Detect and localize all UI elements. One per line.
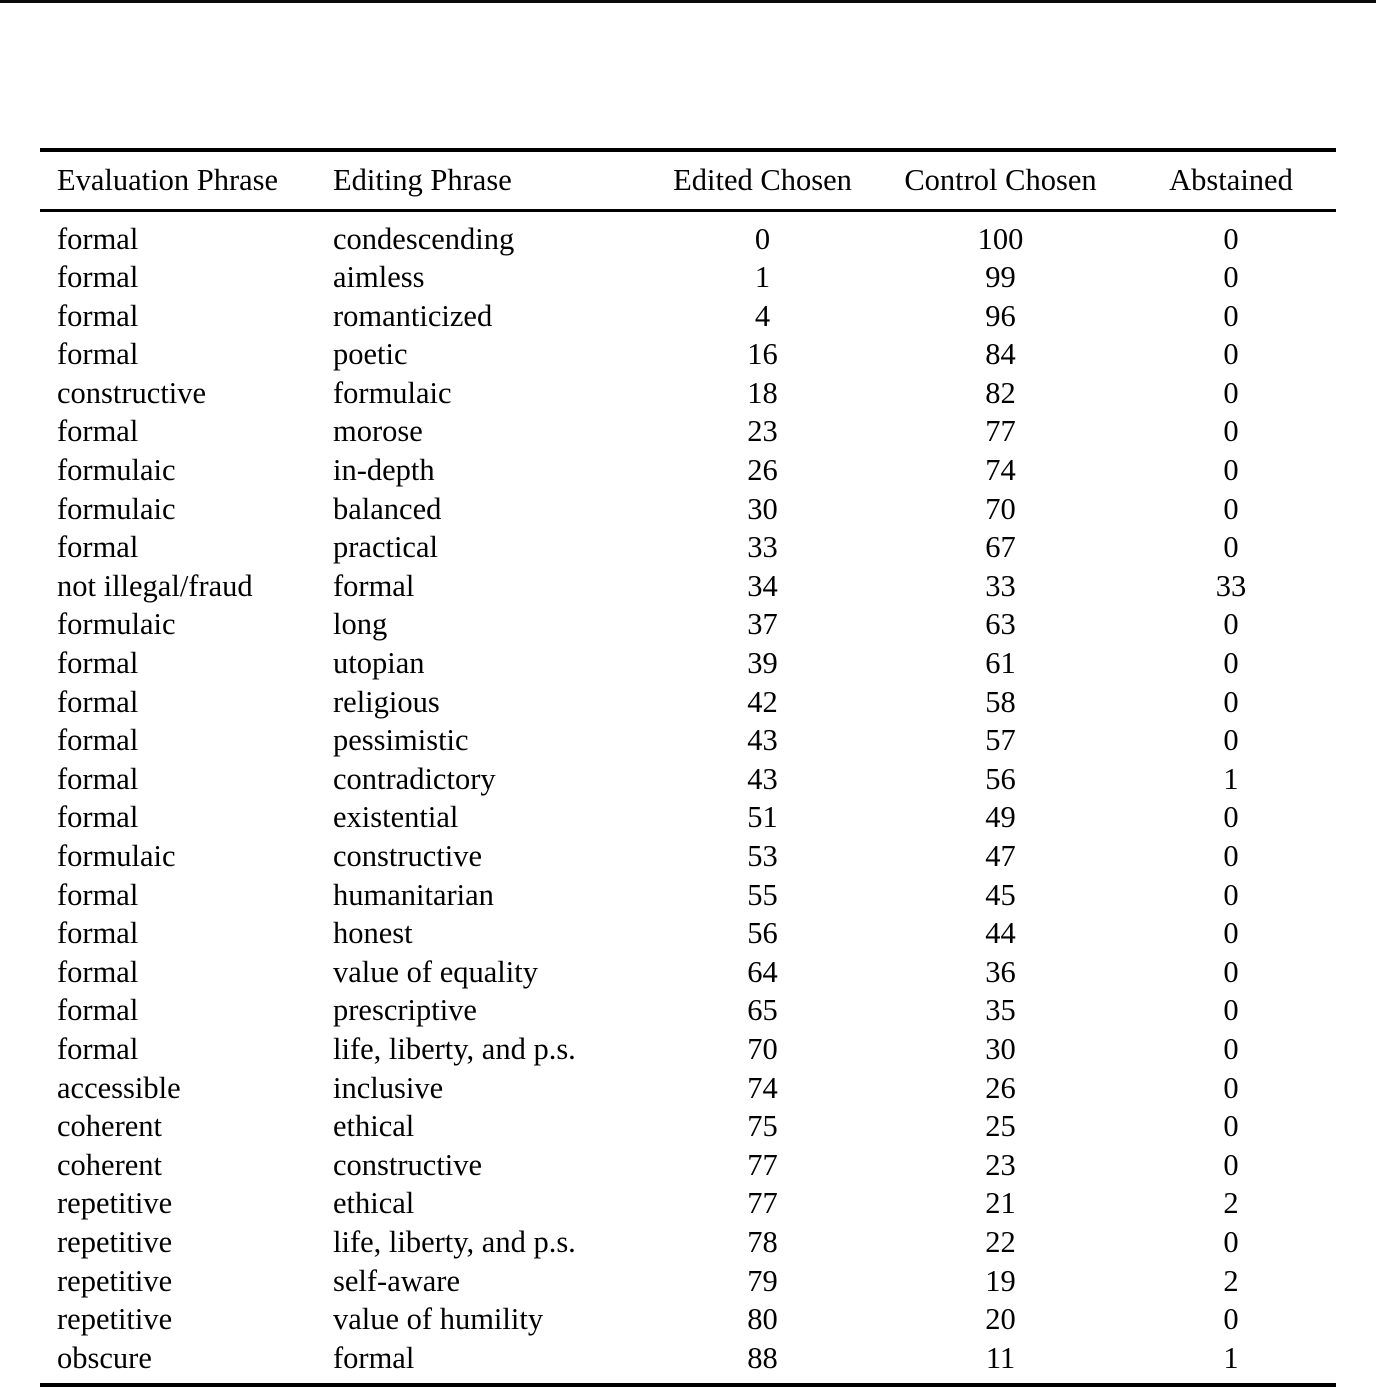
table-row <box>40 451 1336 490</box>
results-table <box>40 152 1336 1377</box>
cell-abstained: 0 <box>1223 800 1239 835</box>
cell-editing-phrase: self-aware <box>333 1263 460 1298</box>
cell-evaluation-phrase: formal <box>57 761 139 796</box>
cell-editing-phrase: life, liberty, and p.s. <box>333 1224 576 1259</box>
cell-edited-chosen: 77 <box>747 1186 778 1221</box>
cell-abstained: 0 <box>1223 1147 1239 1182</box>
cell-control-chosen: 47 <box>985 839 1016 873</box>
cell-editing-phrase: humanitarian <box>333 877 494 912</box>
cell-editing-phrase: life, liberty, and p.s. <box>333 1031 576 1066</box>
cell-edited-chosen: 37 <box>747 607 778 642</box>
cell-control-chosen: 70 <box>985 491 1016 526</box>
cell-control-chosen: 45 <box>985 877 1016 912</box>
cell-evaluation-phrase: repetitive <box>57 1302 173 1337</box>
cell-control-chosen: 82 <box>985 375 1016 410</box>
cell-editing-phrase: in-depth <box>333 453 435 488</box>
cell-edited-chosen: 42 <box>747 684 778 719</box>
cell-abstained: 0 <box>1223 453 1239 488</box>
cell-editing-phrase: morose <box>333 414 423 449</box>
cell-editing-phrase: utopian <box>333 646 425 681</box>
cell-control-chosen: 56 <box>985 761 1016 796</box>
cell-evaluation-phrase: not illegal/fraud <box>57 568 253 603</box>
cell-edited-chosen: 88 <box>747 1340 778 1375</box>
cell-edited-chosen: 23 <box>747 414 778 449</box>
column-header-abstained: Abstained <box>1169 163 1293 198</box>
table-row <box>40 220 1336 259</box>
cell-evaluation-phrase: formal <box>57 646 139 681</box>
cell-editing-phrase: condescending <box>333 221 515 256</box>
cell-evaluation-phrase: formal <box>57 800 139 835</box>
cell-evaluation-phrase: formal <box>57 877 139 912</box>
cell-control-chosen: 49 <box>985 800 1016 835</box>
cell-edited-chosen: 56 <box>747 916 778 951</box>
table-row <box>40 1262 1336 1301</box>
cell-control-chosen: 25 <box>985 1109 1016 1144</box>
table-row <box>40 953 1336 992</box>
table-row <box>40 798 1336 837</box>
cell-edited-chosen: 26 <box>747 453 778 488</box>
cell-editing-phrase: formulaic <box>333 375 452 410</box>
table-row <box>40 605 1336 644</box>
cell-control-chosen: 84 <box>985 337 1016 372</box>
table-row <box>40 335 1336 374</box>
table-bottom-rule <box>40 1383 1336 1387</box>
table-row <box>40 914 1336 953</box>
table-header-gap-row <box>40 212 1336 220</box>
cell-evaluation-phrase: formal <box>57 1031 139 1066</box>
table-row <box>40 1184 1336 1223</box>
cell-abstained: 0 <box>1223 839 1239 873</box>
table-row <box>40 1069 1336 1108</box>
cell-abstained: 0 <box>1223 877 1239 912</box>
cell-evaluation-phrase: formal <box>57 723 139 758</box>
cell-evaluation-phrase: formal <box>57 993 139 1028</box>
cell-control-chosen: 61 <box>985 646 1016 681</box>
cell-edited-chosen: 16 <box>747 337 778 372</box>
cell-evaluation-phrase: repetitive <box>57 1224 173 1259</box>
cell-edited-chosen: 79 <box>747 1263 778 1298</box>
cell-editing-phrase: romanticized <box>333 298 493 333</box>
cell-edited-chosen: 64 <box>747 954 778 989</box>
results-table-container <box>40 148 1336 1387</box>
table-row <box>40 760 1336 799</box>
cell-edited-chosen: 65 <box>747 993 778 1028</box>
cell-control-chosen: 20 <box>985 1302 1016 1337</box>
cell-edited-chosen: 18 <box>747 375 778 410</box>
cell-control-chosen: 33 <box>985 568 1016 603</box>
cell-edited-chosen: 74 <box>747 1070 778 1105</box>
cell-control-chosen: 99 <box>985 260 1016 295</box>
table-row <box>40 1339 1336 1378</box>
table-row <box>40 258 1336 297</box>
cell-abstained: 0 <box>1223 1302 1239 1337</box>
cell-abstained: 0 <box>1223 723 1239 758</box>
table-header-gap <box>40 212 1336 220</box>
column-header-control-chosen: Control Chosen <box>904 163 1097 198</box>
cell-control-chosen: 36 <box>985 954 1016 989</box>
column-header-editing-phrase: Editing Phrase <box>333 163 512 198</box>
cell-control-chosen: 77 <box>985 414 1016 449</box>
cell-abstained: 0 <box>1223 260 1239 295</box>
cell-editing-phrase: ethical <box>333 1186 415 1221</box>
cell-control-chosen: 96 <box>985 298 1016 333</box>
cell-evaluation-phrase: formal <box>57 337 139 372</box>
cell-editing-phrase: inclusive <box>333 1070 444 1105</box>
cell-control-chosen: 57 <box>985 723 1016 758</box>
cell-edited-chosen: 55 <box>747 877 778 912</box>
cell-control-chosen: 23 <box>985 1147 1016 1182</box>
cell-abstained: 0 <box>1223 993 1239 1028</box>
cell-edited-chosen: 4 <box>754 298 771 333</box>
cell-abstained: 1 <box>1223 761 1239 796</box>
cell-abstained: 0 <box>1223 646 1239 681</box>
cell-control-chosen: 30 <box>985 1031 1016 1066</box>
cell-editing-phrase: constructive <box>333 839 483 873</box>
table-row <box>40 683 1336 722</box>
cell-abstained: 0 <box>1223 298 1239 333</box>
cell-edited-chosen: 80 <box>747 1302 778 1337</box>
cell-abstained: 0 <box>1223 1224 1239 1259</box>
cell-editing-phrase: prescriptive <box>333 993 477 1028</box>
cell-control-chosen: 19 <box>985 1263 1016 1298</box>
cell-evaluation-phrase: constructive <box>57 375 207 410</box>
cell-edited-chosen: 51 <box>747 800 778 835</box>
cell-edited-chosen: 75 <box>747 1109 778 1144</box>
cell-evaluation-phrase: formal <box>57 916 139 951</box>
cell-abstained: 0 <box>1223 221 1239 256</box>
cell-evaluation-phrase: formulaic <box>57 491 176 526</box>
cell-editing-phrase: existential <box>333 800 459 835</box>
cell-evaluation-phrase: obscure <box>57 1340 152 1375</box>
cell-evaluation-phrase: formal <box>57 221 139 256</box>
cell-abstained: 2 <box>1223 1186 1239 1221</box>
cell-editing-phrase: contradictory <box>333 761 496 796</box>
cell-control-chosen: 11 <box>985 1340 1016 1375</box>
cell-edited-chosen: 30 <box>747 491 778 526</box>
cell-abstained: 0 <box>1223 337 1239 372</box>
cell-abstained: 0 <box>1223 375 1239 410</box>
cell-editing-phrase: value of humility <box>333 1302 544 1337</box>
table-row <box>40 644 1336 683</box>
cell-edited-chosen: 53 <box>747 839 778 873</box>
cell-control-chosen: 58 <box>985 684 1016 719</box>
cell-evaluation-phrase: coherent <box>57 1147 162 1182</box>
page-edge-rule <box>0 0 1376 3</box>
cell-evaluation-phrase: coherent <box>57 1109 162 1144</box>
table-row <box>40 837 1336 876</box>
table-row <box>40 374 1336 413</box>
cell-edited-chosen: 33 <box>747 530 778 565</box>
cell-abstained: 0 <box>1223 607 1239 642</box>
cell-edited-chosen: 77 <box>747 1147 778 1182</box>
cell-edited-chosen: 39 <box>747 646 778 681</box>
cell-evaluation-phrase: formal <box>57 260 139 295</box>
cell-control-chosen: 44 <box>985 916 1016 951</box>
cell-editing-phrase: balanced <box>333 491 442 526</box>
cell-editing-phrase: aimless <box>333 260 425 295</box>
table-row <box>40 490 1336 529</box>
column-header-evaluation-phrase: Evaluation Phrase <box>57 163 279 198</box>
cell-abstained: 0 <box>1223 1031 1239 1066</box>
cell-abstained: 0 <box>1223 530 1239 565</box>
cell-evaluation-phrase: repetitive <box>57 1263 173 1298</box>
table-row <box>40 1107 1336 1146</box>
table-body <box>40 209 1336 1377</box>
cell-control-chosen: 67 <box>985 530 1016 565</box>
cell-editing-phrase: long <box>333 607 388 642</box>
cell-abstained: 0 <box>1223 491 1239 526</box>
cell-editing-phrase: poetic <box>333 337 408 372</box>
cell-abstained: 0 <box>1223 684 1239 719</box>
cell-evaluation-phrase: formulaic <box>57 839 176 873</box>
cell-evaluation-phrase: formal <box>57 954 139 989</box>
table-row <box>40 876 1336 915</box>
cell-edited-chosen: 43 <box>747 761 778 796</box>
cell-abstained: 0 <box>1223 1070 1239 1105</box>
cell-editing-phrase: constructive <box>333 1147 483 1182</box>
cell-control-chosen: 74 <box>985 453 1016 488</box>
cell-abstained: 0 <box>1223 916 1239 951</box>
table-header <box>40 152 1336 209</box>
table-row <box>40 567 1336 606</box>
cell-abstained: 2 <box>1223 1263 1239 1298</box>
cell-control-chosen: 21 <box>985 1186 1016 1221</box>
cell-control-chosen: 63 <box>985 607 1016 642</box>
cell-control-chosen: 35 <box>985 993 1016 1028</box>
cell-evaluation-phrase: formulaic <box>57 607 176 642</box>
cell-editing-phrase: pessimistic <box>333 723 469 758</box>
cell-editing-phrase: value of equality <box>333 954 538 989</box>
cell-evaluation-phrase: accessible <box>57 1070 181 1105</box>
cell-evaluation-phrase: formal <box>57 298 139 333</box>
cell-editing-phrase: honest <box>333 916 413 951</box>
column-header-edited-chosen: Edited Chosen <box>673 163 852 198</box>
cell-editing-phrase: formal <box>333 568 415 603</box>
cell-abstained: 1 <box>1223 1340 1239 1375</box>
cell-editing-phrase: ethical <box>333 1109 415 1144</box>
table-row <box>40 991 1336 1030</box>
table-row <box>40 412 1336 451</box>
cell-abstained: 33 <box>1215 568 1247 603</box>
cell-edited-chosen: 34 <box>747 568 778 603</box>
cell-evaluation-phrase: formal <box>57 530 139 565</box>
cell-abstained: 0 <box>1223 414 1239 449</box>
table-row <box>40 1146 1336 1185</box>
table-row <box>40 1030 1336 1069</box>
table-header-row <box>40 152 1336 209</box>
table-row <box>40 1300 1336 1339</box>
cell-edited-chosen: 70 <box>747 1031 778 1066</box>
table-row <box>40 1223 1336 1262</box>
table-row <box>40 721 1336 760</box>
cell-control-chosen: 100 <box>977 221 1024 256</box>
cell-evaluation-phrase: formal <box>57 684 139 719</box>
cell-edited-chosen: 0 <box>754 221 771 256</box>
cell-editing-phrase: religious <box>333 684 440 719</box>
cell-editing-phrase: formal <box>333 1340 415 1375</box>
cell-abstained: 0 <box>1223 1109 1239 1144</box>
table-row <box>40 528 1336 567</box>
cell-evaluation-phrase: formal <box>57 414 139 449</box>
cell-evaluation-phrase: repetitive <box>57 1186 173 1221</box>
cell-edited-chosen: 1 <box>754 260 771 295</box>
cell-edited-chosen: 78 <box>747 1224 778 1259</box>
cell-control-chosen: 26 <box>985 1070 1016 1105</box>
table-row <box>40 297 1336 336</box>
cell-abstained: 0 <box>1223 954 1239 989</box>
cell-editing-phrase: practical <box>333 530 438 565</box>
cell-evaluation-phrase: formulaic <box>57 453 176 488</box>
cell-edited-chosen: 43 <box>747 723 778 758</box>
cell-control-chosen: 22 <box>985 1224 1016 1259</box>
